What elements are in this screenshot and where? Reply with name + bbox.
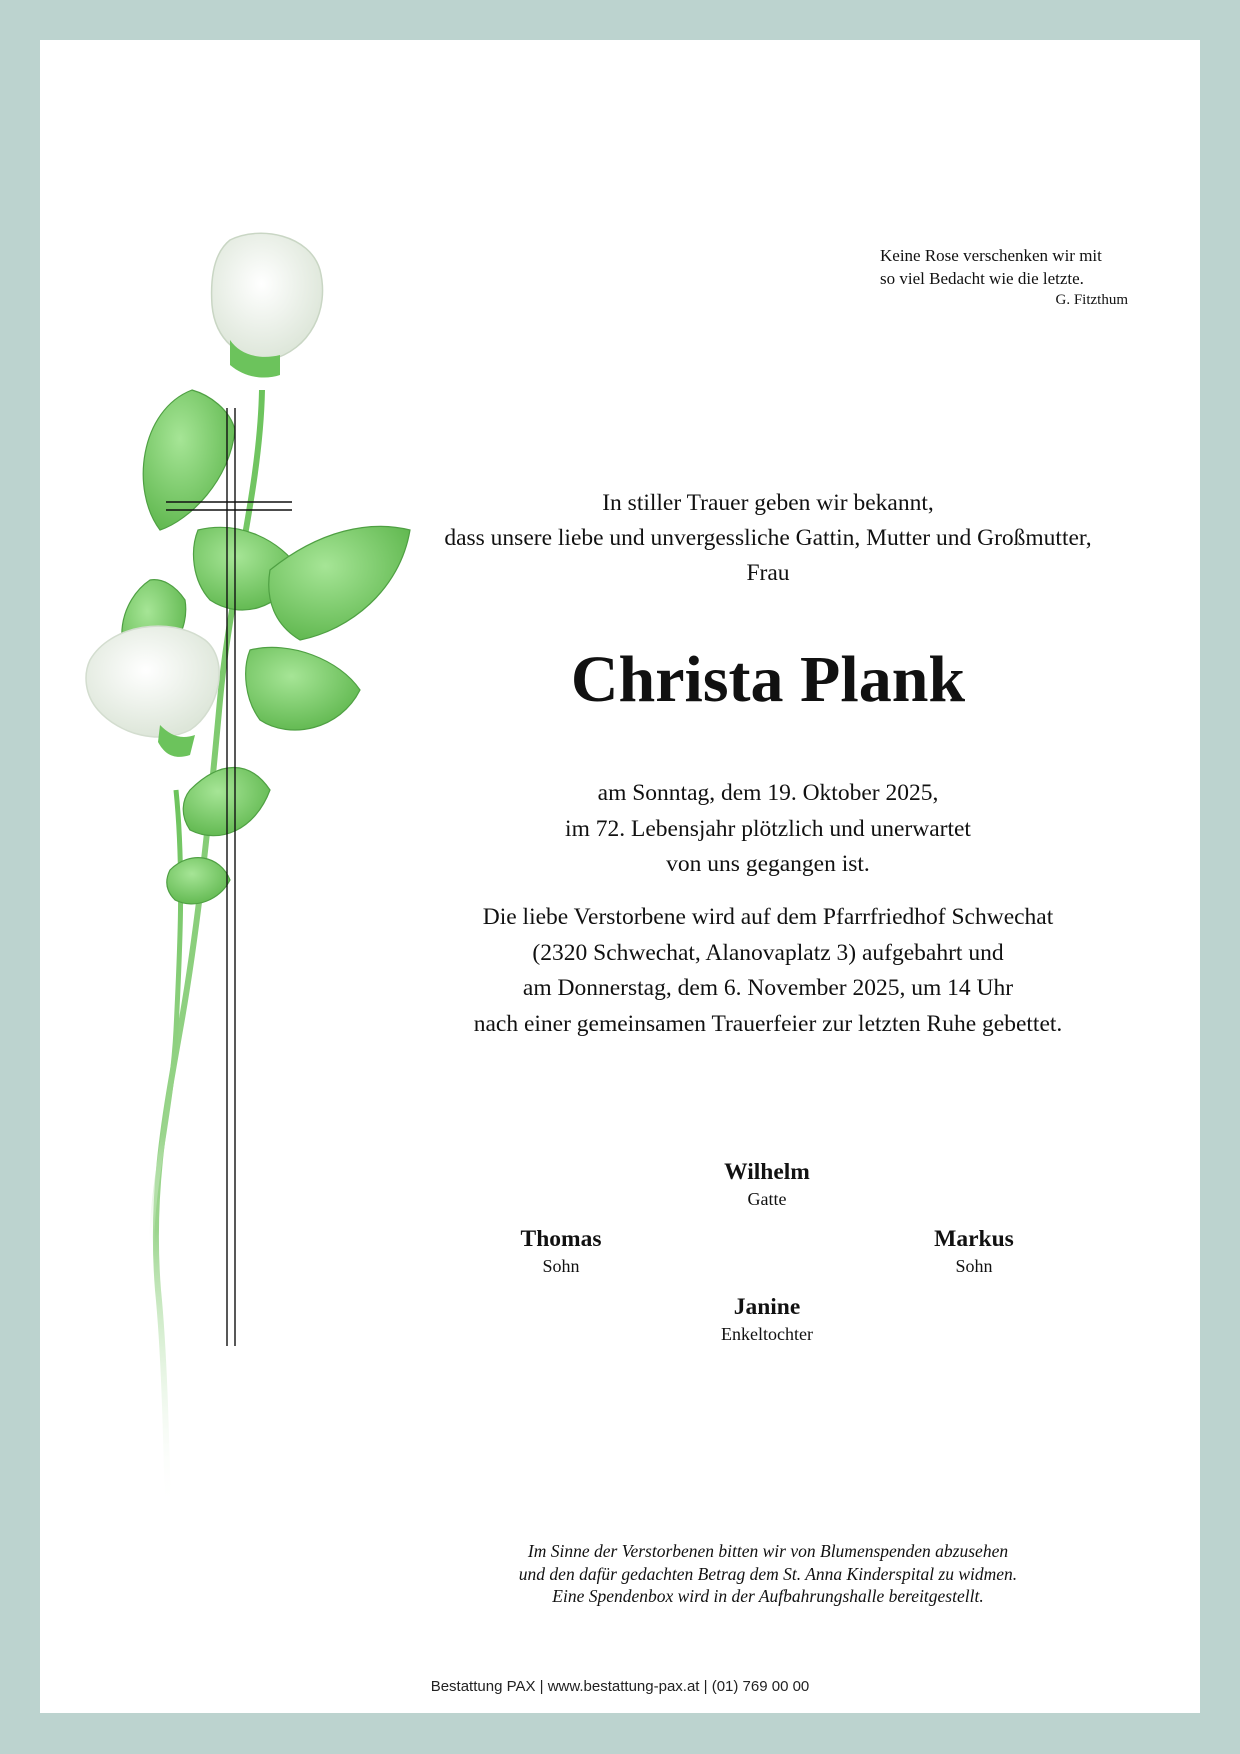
mourner-name: Markus [934, 1226, 1014, 1252]
mourner-name: Wilhelm [724, 1159, 810, 1185]
mourner-relation: Sohn [955, 1256, 993, 1276]
mourner-entry [637, 1157, 897, 1211]
funeral-home-footer: Bestattung PAX | www.bestattung-pax.at | (01) 769 00 00 [430, 1678, 810, 1695]
mourner-entry [844, 1224, 1104, 1278]
burial-line: nach einer gemeinsamen Trauerfeier zur letzten Ruhe gebettet. [473, 1010, 1063, 1037]
donation-line: Im Sinne der Verstorbenen bitten wir von Blumenspenden abzusehen [527, 1541, 1009, 1561]
burial-line: Die liebe Verstorbene wird auf dem Pfarrfriedhof Schwechat [482, 904, 1054, 930]
intro-line: Frau [746, 560, 790, 586]
intro-line: dass unsere liebe und unvergessliche Gattin, Mutter und Großmutter, [444, 525, 1092, 551]
intro-line: In stiller Trauer geben wir bekannt, [602, 490, 934, 516]
burial-line: am Donnerstag, dem 6. November 2025, um 14 Uhr [522, 975, 1014, 1001]
mourner-relation: Gatte [747, 1189, 787, 1209]
cross-icon [164, 408, 294, 1346]
mourner-name: Janine [733, 1294, 801, 1320]
quote-line: so viel Bedacht wie die letzte. [880, 269, 1084, 288]
burial-line: (2320 Schwechat, Alanovaplatz 3) aufgebahrt und [532, 939, 1004, 966]
donation-line: Eine Spendenbox wird in der Aufbahrungshalle bereitgestellt. [552, 1586, 984, 1606]
announcement-intro [420, 486, 1116, 591]
death-line: am Sonntag, dem 19. Oktober 2025, [597, 780, 939, 806]
death-line: im 72. Lebensjahr plötzlich und unerwartet [565, 815, 971, 842]
mourner-name: Thomas [520, 1226, 602, 1252]
quote-line: Keine Rose verschenken wir mit [880, 246, 1102, 265]
donation-line: und den dafür gedachten Betrag dem St. Anna Kinderspital zu widmen. [518, 1563, 1018, 1584]
epigraph-quote [880, 244, 1128, 310]
donation-note [420, 1540, 1116, 1608]
death-notice [420, 776, 1116, 883]
death-line: von uns gegangen ist. [666, 851, 870, 877]
mourner-entry [431, 1224, 691, 1278]
burial-notice [420, 900, 1116, 1042]
mourner-relation: Sohn [542, 1256, 580, 1276]
mourner-relation: Enkeltochter [721, 1324, 813, 1344]
deceased-name: Christa Plank [570, 643, 966, 716]
quote-author: G. Fitzthum [1055, 292, 1128, 308]
mourner-entry [637, 1292, 897, 1346]
